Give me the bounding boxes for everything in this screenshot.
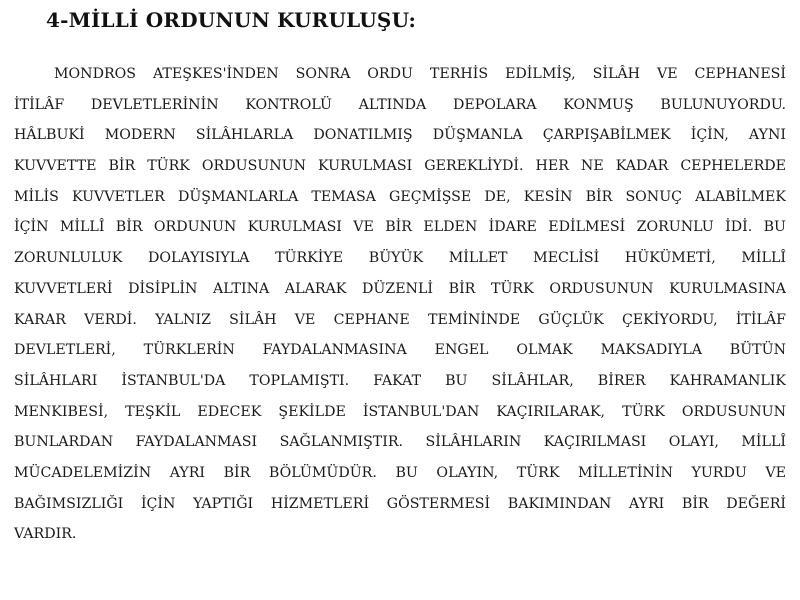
paragraph-line: BAĞIMSIZLIĞI İÇİN YAPTIĞI HİZMETLERİ GÖSTERMESİ BAKIMINDAN AYRI BİR DEĞERİ [14,495,786,512]
paragraph-line: İTİLÂF DEVLETLERİNİN KONTROLÜ ALTINDA DEPOLARA KONMUŞ BULUNUYORDU. [14,96,786,113]
paragraph-line: HÂLBUKİ MODERN SİLÂHLARLA DONATILMIŞ DÜŞMANLA ÇARPIŞABİLMEK İÇİN, AYNI [14,127,786,144]
paragraph-line: ZORUNLULUK DOLAYISIYLA TÜRKİYE BÜYÜK MİLLET MECLİSİ HÜKÜMETİ, MİLLÎ [14,250,786,267]
paragraph-line: BUNLARDAN FAYDALANMASI SAĞLANMIŞTIR. SİLÂHLARIN KAÇIRILMASI OLAYI, MİLLÎ [14,434,786,451]
paragraph-line: İÇİN MİLLÎ BİR ORDUNUN KURULMASI VE BİR ELDEN İDARE EDİLMESİ ZORUNLU İDİ. BU [14,219,786,236]
paragraph-line: VARDIR. [14,526,77,543]
paragraph-line: MENKIBESİ, TEŞKİL EDECEK ŞEKİLDE İSTANBUL'DAN KAÇIRILARAK, TÜRK ORDUSUNUN [14,403,786,420]
paragraph-line: MONDROS ATEŞKES'İNDEN SONRA ORDU TERHİS EDİLMİŞ, SİLÂH VE CEPHANESİ [54,66,786,82]
paragraph-line: KUVVETLERİ DİSİPLİN ALTINA ALARAK DÜZENLİ BİR TÜRK ORDUSUNUN KURULMASINA [14,280,786,297]
paragraph-line: SİLÂHLARI İSTANBUL'DA TOPLAMIŞTI. FAKAT BU SİLÂHLAR, BİRER KAHRAMANLIK [14,372,786,389]
paragraph-line: KARAR VERDİ. YALNIZ SİLÂH VE CEPHANE TEMİNİNDE GÜÇLÜK ÇEKİYORDU, İTİLÂF [14,311,786,328]
paragraph-line: MİLİS KUVVETLER DÜŞMANLARLA TEMASA GEÇMİŞSE DE, KESİN BİR SONUÇ ALABİLMEK [14,188,786,205]
slide-title: 4-MİLLİ ORDUNUN KURULUŞU: [46,8,417,32]
paragraph-line: MÜCADELEMİZİN AYRI BİR BÖLÜMÜDÜR. BU OLAYIN, TÜRK MİLLETİNİN YURDU VE [14,464,786,481]
paragraph-line: DEVLETLERİ, TÜRKLERİN FAYDALANMASINA ENGEL OLMAK MAKSADIYLA BÜTÜN [14,342,786,359]
paragraph-line: KUVVETTE BİR TÜRK ORDUSUNUN KURULMASI GEREKLİYDİ. HER NE KADAR CEPHELERDE [14,158,786,175]
body-paragraph [14,59,786,550]
